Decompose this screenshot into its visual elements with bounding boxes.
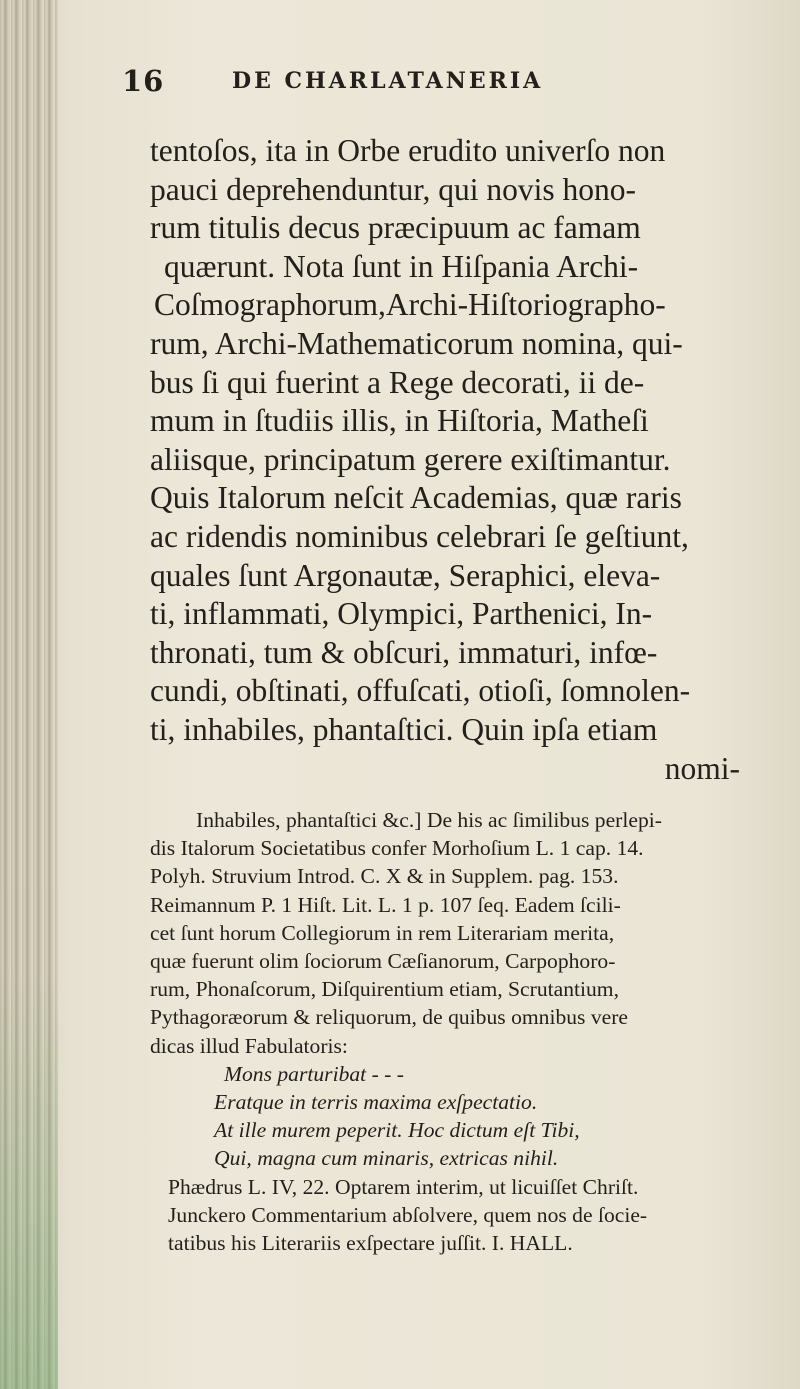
page-header: [122, 64, 682, 104]
text-line: aliisque, principatum gerere exiſtimantur.: [150, 441, 671, 477]
text-line: rum titulis decus præcipuum ac famam: [150, 210, 641, 246]
text-line: ac ridendis nominibus celebrari ſe geſtiunt,: [150, 518, 689, 554]
text-line: quales ſunt Argonautæ, Seraphici, eleva-: [150, 557, 661, 593]
text-line: quærunt. Nota ſunt in Hiſpania Archi-: [164, 248, 639, 284]
footnote-line: dis Italorum Societatibus confer Morhoſium L. 1 cap. 14.: [150, 836, 644, 861]
footnote-line: Pythagoræorum & reliquorum, de quibus omnibus vere: [150, 1005, 629, 1030]
footnote-line: tatibus his Literariis exſpectare juſſit. I. HALL.: [168, 1231, 573, 1256]
footnote-block: [150, 806, 775, 1257]
text-line: ti, inhabiles, phantaſtici. Quin ipſa etiam: [150, 711, 658, 747]
running-head: DE CHARLATANERIA: [232, 68, 544, 94]
poem-line: At ille murem peperit. Hoc dictum eſt Tibi,: [214, 1118, 580, 1143]
page-number: 16: [122, 64, 165, 98]
poem-line: Eratque in terris maxima exſpectatio.: [214, 1090, 538, 1115]
catchword: nomi-: [664, 750, 740, 786]
text-line: Quis Italorum neſcit Academias, quæ raris: [150, 480, 682, 516]
footnote-line: Junckero Commentarium abſolvere, quem nos de ſocie-: [168, 1202, 648, 1227]
poem-line: Qui, magna cum minaris, extricas nihil.: [214, 1146, 559, 1171]
text-line: rum, Archi-Mathematicorum nomina, qui-: [150, 325, 683, 361]
footnote-line: rum, Phonaſcorum, Diſquirentium etiam, Scrutantium,: [150, 977, 619, 1002]
main-text-block: [150, 132, 770, 788]
text-line: Coſmographorum,Archi-Hiſtoriographo-: [154, 287, 666, 323]
footnote-line: Reimannum P. 1 Hiſt. Lit. L. 1 p. 107 ſeq. Eadem ſcili-: [150, 892, 621, 917]
footnote-line: cet ſunt horum Collegiorum in rem Literariam merita,: [150, 920, 615, 945]
text-line: bus ſi qui fuerint a Rege decorati, ii de-: [150, 364, 645, 400]
footnote-line: Inhabiles, phantaſtici &c.] De his ac ſimilibus perlepi-: [196, 808, 662, 832]
footnote-line: dicas illud Fabulatoris:: [150, 1033, 348, 1058]
poem-line: Mons parturibat - - -: [224, 1061, 404, 1086]
footnote-line: Phædrus L. IV, 22. Optarem interim, ut licuiſſet Chriſt.: [168, 1174, 639, 1199]
footnote-line: quæ fuerunt olim ſociorum Cæſianorum, Carpophoro-: [150, 949, 616, 974]
footnote-line: Polyh. Struvium Introd. C. X & in Supplem. pag. 153.: [150, 864, 619, 889]
text-line: cundi, obſtinati, offuſcati, otioſi, ſomnolen-: [150, 673, 691, 709]
text-line: thronati, tum & obſcuri, immaturi, infœ-: [150, 634, 658, 670]
text-line: pauci deprehenduntur, qui novis hono-: [150, 171, 637, 207]
text-line: mum in ſtudiis illis, in Hiſtoria, Matheſi: [150, 403, 649, 439]
book-binding: [0, 0, 58, 1389]
text-line: tentoſos, ita in Orbe erudito univerſo non: [150, 133, 666, 168]
text-line: ti, inflammati, Olympici, Parthenici, In-: [150, 596, 653, 632]
